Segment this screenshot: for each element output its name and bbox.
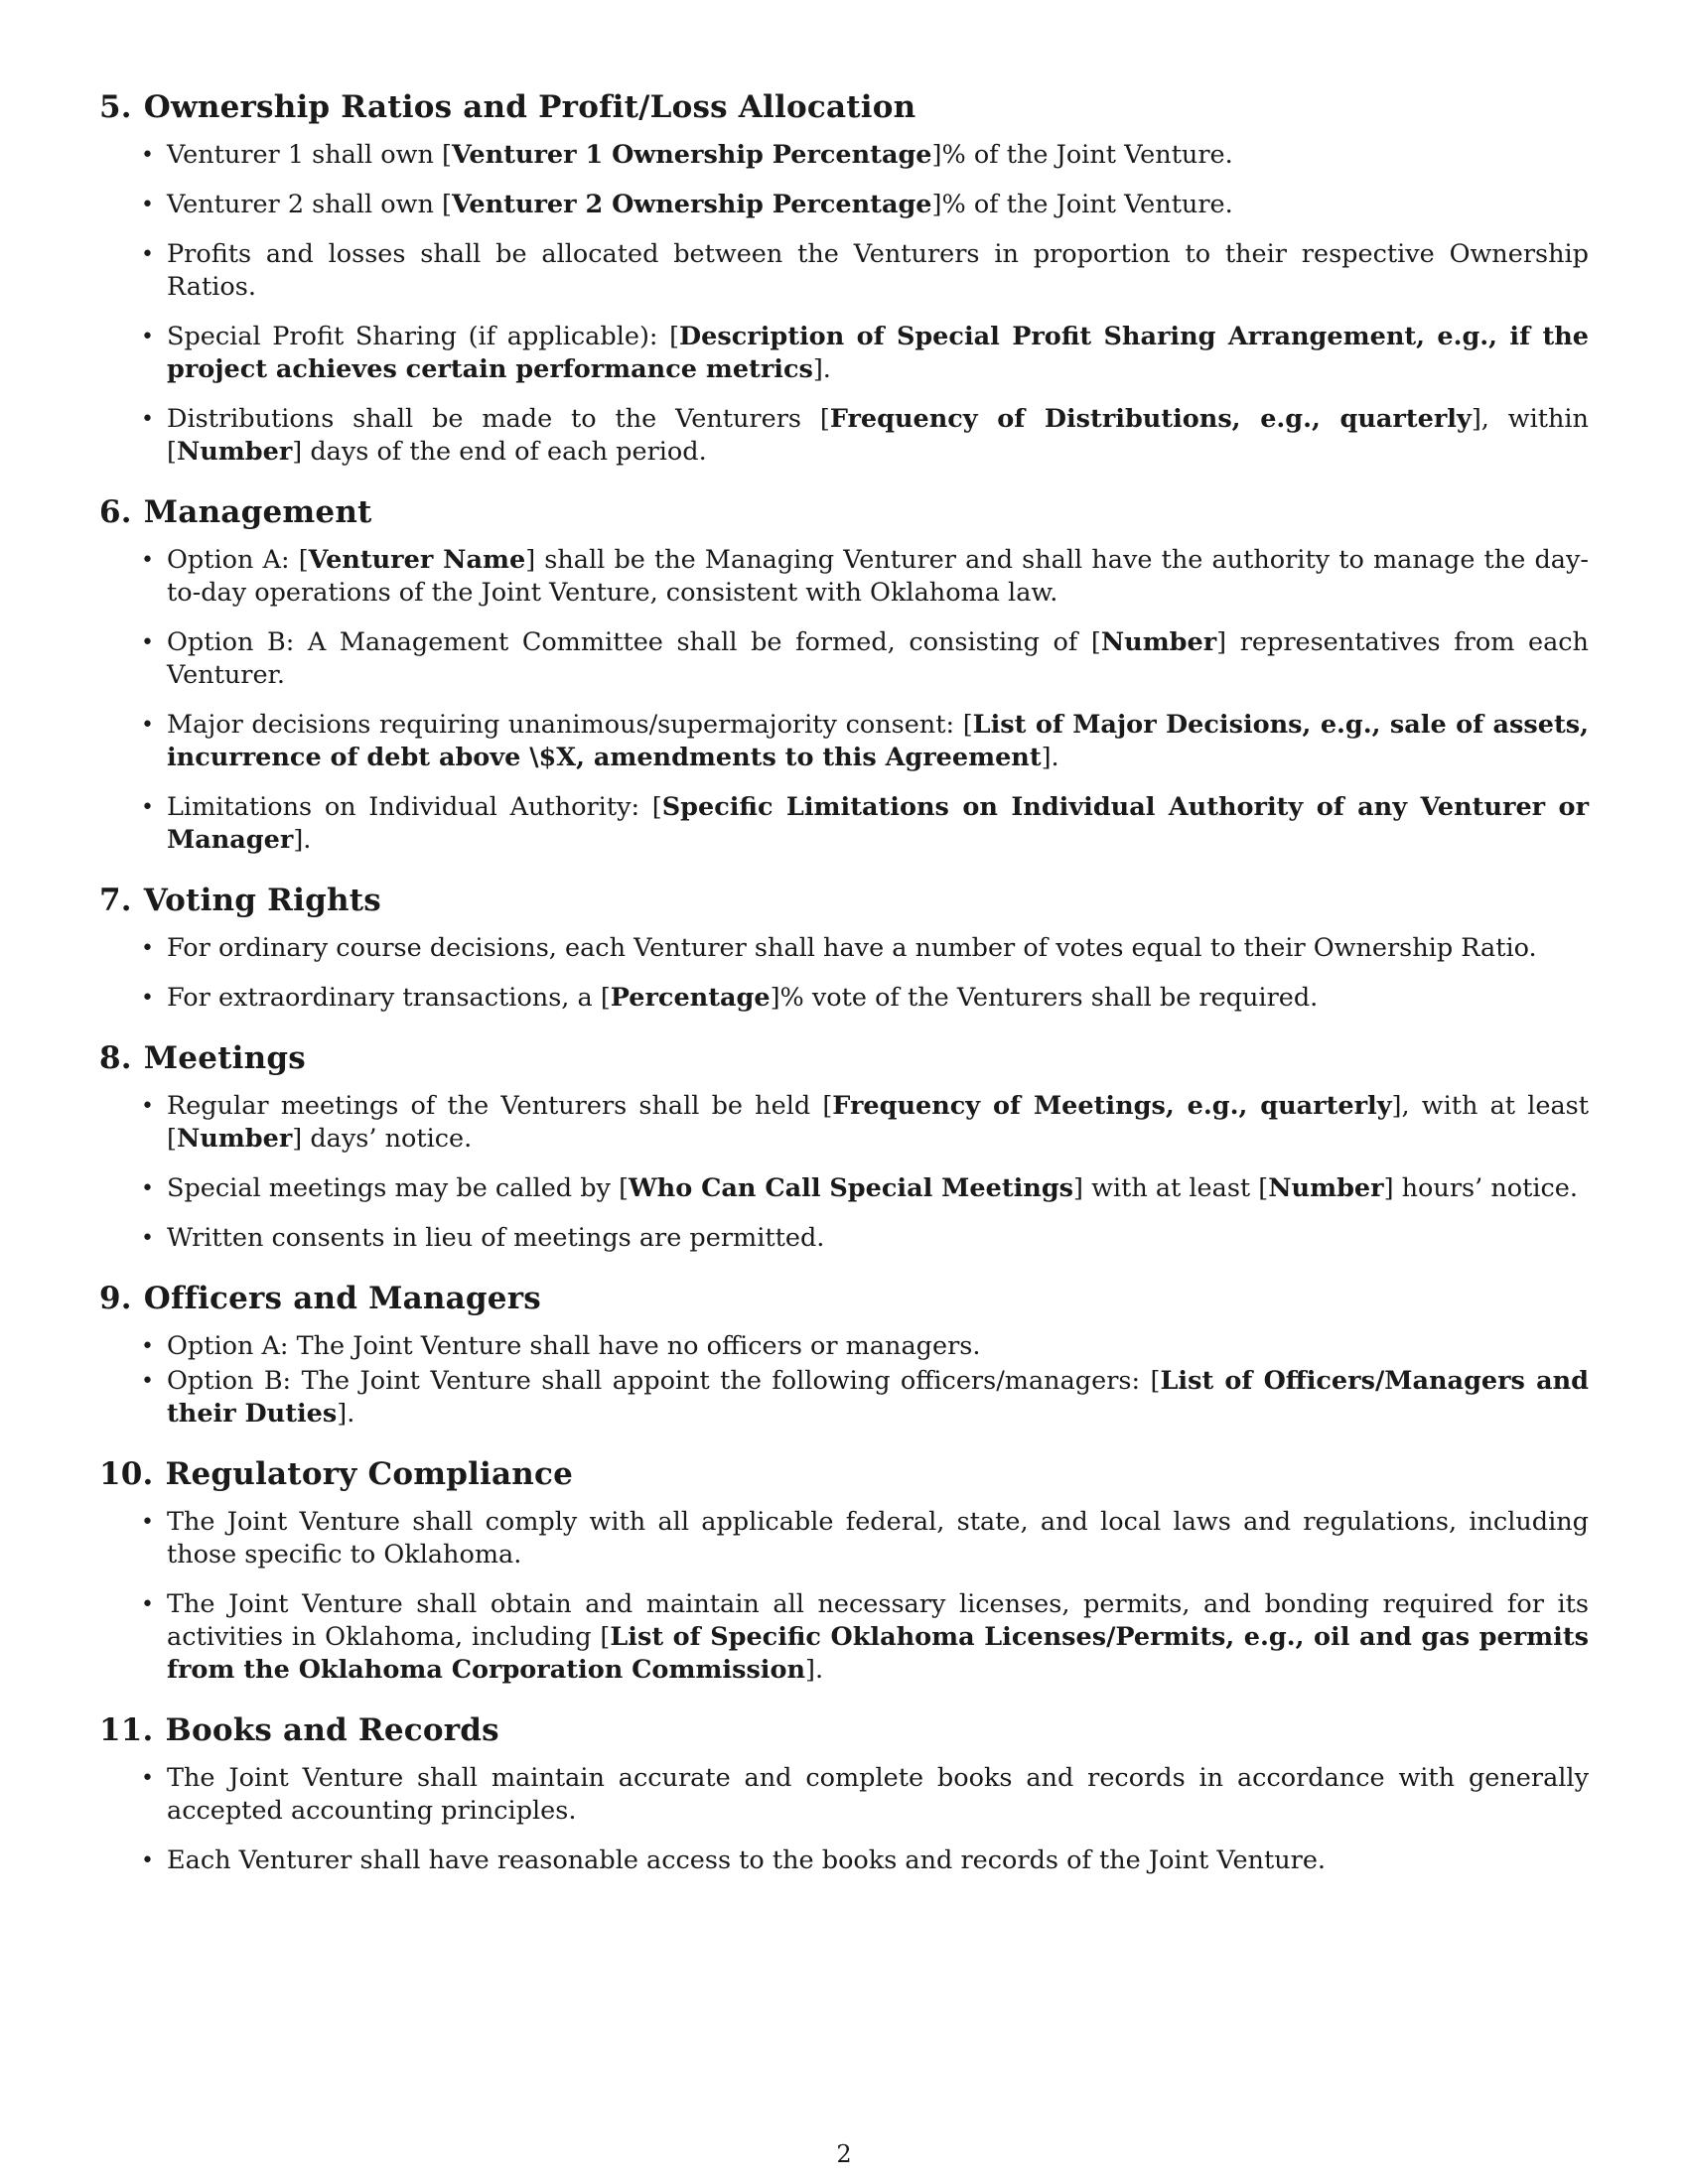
bullet-icon: •: [141, 1510, 154, 1535]
body-text: [: [442, 140, 452, 170]
body-text: Option A:: [167, 545, 299, 575]
bullet-icon: •: [141, 1848, 154, 1873]
section-heading: [99, 89, 1589, 125]
list-item: [141, 1762, 1589, 1828]
bullet-icon: •: [141, 986, 154, 1011]
body-text: [: [1090, 627, 1101, 657]
section-heading: [99, 1040, 1589, 1076]
list-item: [141, 1222, 1589, 1255]
placeholder-field: List of Major Decisions, e.g., sale of assets, incurrence of debt above \$X, amendments to this Agreement: [167, 710, 1589, 772]
body-text: ].: [1041, 743, 1059, 772]
section-heading: [99, 1281, 1589, 1316]
bullet-list: [99, 932, 1589, 1015]
section-9: [99, 1281, 1589, 1431]
body-text: [: [619, 1173, 630, 1203]
section-heading: [99, 494, 1589, 530]
body-text: [: [962, 710, 973, 740]
body-text: ]% of the Joint Venture.: [931, 140, 1233, 170]
section-title: Books and Records: [165, 1712, 499, 1748]
body-text: Profits and losses shall be allocated between the Venturers in proportion to their respective Ownership Ratios.: [167, 239, 1589, 302]
bullet-list: [99, 1330, 1589, 1431]
bullet-list: [99, 1762, 1589, 1877]
section-heading: [99, 1456, 1589, 1492]
section-title: Meetings: [143, 1040, 306, 1076]
section-number: 9.: [99, 1281, 132, 1316]
section-title: Ownership Ratios and Profit/Loss Allocation: [143, 89, 916, 125]
list-item: [141, 626, 1589, 692]
section-title: Management: [143, 494, 372, 530]
body-text: ] representatives from each Venturer.: [167, 627, 1589, 690]
body-text: [: [822, 1091, 833, 1121]
body-text: Option A: The Joint Venture shall have no officers or managers.: [167, 1331, 981, 1361]
list-item: [141, 982, 1589, 1015]
body-text: ]% vote of the Venturers shall be required.: [770, 983, 1319, 1013]
bullet-icon: •: [141, 548, 154, 573]
list-item: [141, 189, 1589, 221]
body-text: ] days of the end of each period.: [292, 437, 707, 467]
placeholder-field: List of Specific Oklahoma Licenses/Permits, e.g., oil and gas permits from the Oklahoma Corporation Commission: [167, 1622, 1589, 1685]
bullet-list: [99, 1506, 1589, 1687]
body-text: [: [1150, 1366, 1161, 1396]
body-text: ] shall be the Managing Venturer and shall have the authority to manage the day-to-day operations of the Joint Venture, consistent with Oklahoma law.: [167, 545, 1589, 608]
bullet-icon: •: [141, 1592, 154, 1617]
section-heading: [99, 1712, 1589, 1748]
document-page: [99, 89, 1589, 1903]
placeholder-field: Venturer 2 Ownership Percentage: [451, 190, 932, 219]
section-8: [99, 1040, 1589, 1255]
body-text: ] hours’ notice.: [1383, 1173, 1578, 1203]
placeholder-field: Frequency of Distributions, e.g., quarterly: [829, 404, 1472, 434]
bullet-icon: •: [141, 143, 154, 168]
list-item: [141, 932, 1589, 965]
section-number: 10.: [99, 1456, 154, 1492]
body-text: The Joint Venture shall maintain accurate and complete books and records in accordance with generally accepted accounting principles.: [167, 1763, 1589, 1826]
placeholder-field: Venturer Name: [308, 545, 526, 575]
section-7: [99, 883, 1589, 1015]
section-number: 8.: [99, 1040, 132, 1076]
placeholder-field: Number: [176, 437, 293, 467]
list-item: [141, 1330, 1589, 1363]
placeholder-field: Specific Limitations on Individual Authority of any Venturer or Manager: [167, 792, 1589, 855]
body-text: Distributions shall be made to the Venturers: [167, 404, 820, 434]
body-text: Venturer 1 shall own: [167, 140, 443, 170]
section-6: [99, 494, 1589, 857]
list-item: [141, 321, 1589, 386]
bullet-icon: •: [141, 242, 154, 267]
page-number: 2: [836, 2140, 852, 2168]
body-text: ].: [812, 354, 831, 384]
list-item: [141, 238, 1589, 304]
list-item: [141, 791, 1589, 857]
section-11: [99, 1712, 1589, 1877]
body-text: Major decisions requiring unanimous/supermajority consent:: [167, 710, 963, 740]
bullet-icon: •: [141, 1334, 154, 1359]
bullet-icon: •: [141, 325, 154, 349]
bullet-icon: •: [141, 1176, 154, 1201]
placeholder-field: Percentage: [610, 983, 771, 1013]
body-text: ] days’ notice.: [292, 1124, 473, 1154]
section-heading: [99, 883, 1589, 918]
body-text: [: [651, 792, 662, 822]
bullet-list: [99, 544, 1589, 857]
body-text: ].: [293, 825, 312, 855]
body-text: Option B: A Management Committee shall be formed, consisting of: [167, 627, 1091, 657]
list-item: [141, 1844, 1589, 1877]
list-item: [141, 1090, 1589, 1156]
body-text: For ordinary course decisions, each Venturer shall have a number of votes equal to their Ownership Ratio.: [167, 933, 1537, 963]
section-number: 6.: [99, 494, 132, 530]
bullet-icon: •: [141, 407, 154, 432]
body-text: The Joint Venture shall obtain and maintain all necessary licenses, permits, and bonding required for its activities in Oklahoma, including: [167, 1589, 1589, 1652]
bullet-icon: •: [141, 1369, 154, 1394]
bullet-icon: •: [141, 193, 154, 217]
bullet-icon: •: [141, 1766, 154, 1791]
body-text: The Joint Venture shall comply with all applicable federal, state, and local laws and regulations, including those specific to Oklahoma.: [167, 1507, 1589, 1570]
placeholder-field: Number: [1268, 1173, 1384, 1203]
bullet-icon: •: [141, 795, 154, 820]
placeholder-field: Description of Special Profit Sharing Arrangement, e.g., if the project achieves certain performance metrics: [167, 322, 1589, 384]
list-item: [141, 544, 1589, 610]
body-text: ], within: [1471, 404, 1589, 434]
placeholder-field: Number: [1100, 627, 1217, 657]
placeholder-field: List of Officers/Managers and their Duties: [167, 1366, 1589, 1429]
body-text: ].: [337, 1399, 355, 1429]
placeholder-field: Venturer 1 Ownership Percentage: [451, 140, 932, 170]
section-number: 11.: [99, 1712, 154, 1748]
body-text: [: [298, 545, 309, 575]
section-number: 7.: [99, 883, 132, 918]
section-number: 5.: [99, 89, 132, 125]
placeholder-field: Number: [176, 1124, 293, 1154]
body-text: Special meetings may be called by: [167, 1173, 620, 1203]
bullet-icon: •: [141, 936, 154, 961]
section-10: [99, 1456, 1589, 1687]
bullet-icon: •: [141, 713, 154, 738]
body-text: [: [669, 322, 680, 351]
placeholder-field: Who Can Call Special Meetings: [629, 1173, 1074, 1203]
body-text: [: [600, 1622, 611, 1652]
body-text: Limitations on Individual Authority:: [167, 792, 652, 822]
list-item: [141, 709, 1589, 774]
bullet-icon: •: [141, 1226, 154, 1251]
body-text: ] with at least: [1073, 1173, 1259, 1203]
body-text: Special Profit Sharing (if applicable):: [167, 322, 670, 351]
body-text: [: [442, 190, 452, 219]
body-text: Written consents in lieu of meetings are permitted.: [167, 1223, 825, 1253]
body-text: Regular meetings of the Venturers shall be held: [167, 1091, 823, 1121]
body-text: [: [167, 437, 177, 467]
bullet-list: [99, 139, 1589, 469]
body-text: For extraordinary transactions, a: [167, 983, 601, 1013]
body-text: ].: [805, 1655, 824, 1685]
body-text: [: [167, 1124, 177, 1154]
list-item: [141, 1588, 1589, 1687]
bullet-icon: •: [141, 630, 154, 655]
body-text: Each Venturer shall have reasonable access to the books and records of the Joint Venture.: [167, 1845, 1327, 1875]
body-text: Option B: The Joint Venture shall appoint the following officers/managers:: [167, 1366, 1151, 1396]
body-text: ]% of the Joint Venture.: [931, 190, 1233, 219]
list-item: [141, 1506, 1589, 1571]
body-text: [: [819, 404, 830, 434]
list-item: [141, 403, 1589, 469]
body-text: Venturer 2 shall own: [167, 190, 443, 219]
section-title: Voting Rights: [143, 883, 381, 918]
list-item: [141, 139, 1589, 172]
bullet-icon: •: [141, 1094, 154, 1119]
section-title: Regulatory Compliance: [165, 1456, 574, 1492]
placeholder-field: Frequency of Meetings, e.g., quarterly: [832, 1091, 1392, 1121]
section-5: [99, 89, 1589, 469]
body-text: [: [600, 983, 611, 1013]
body-text: ], with at least: [1391, 1091, 1589, 1121]
list-item: [141, 1365, 1589, 1431]
section-title: Officers and Managers: [143, 1281, 541, 1316]
list-item: [141, 1172, 1589, 1205]
body-text: [: [1258, 1173, 1269, 1203]
bullet-list: [99, 1090, 1589, 1255]
